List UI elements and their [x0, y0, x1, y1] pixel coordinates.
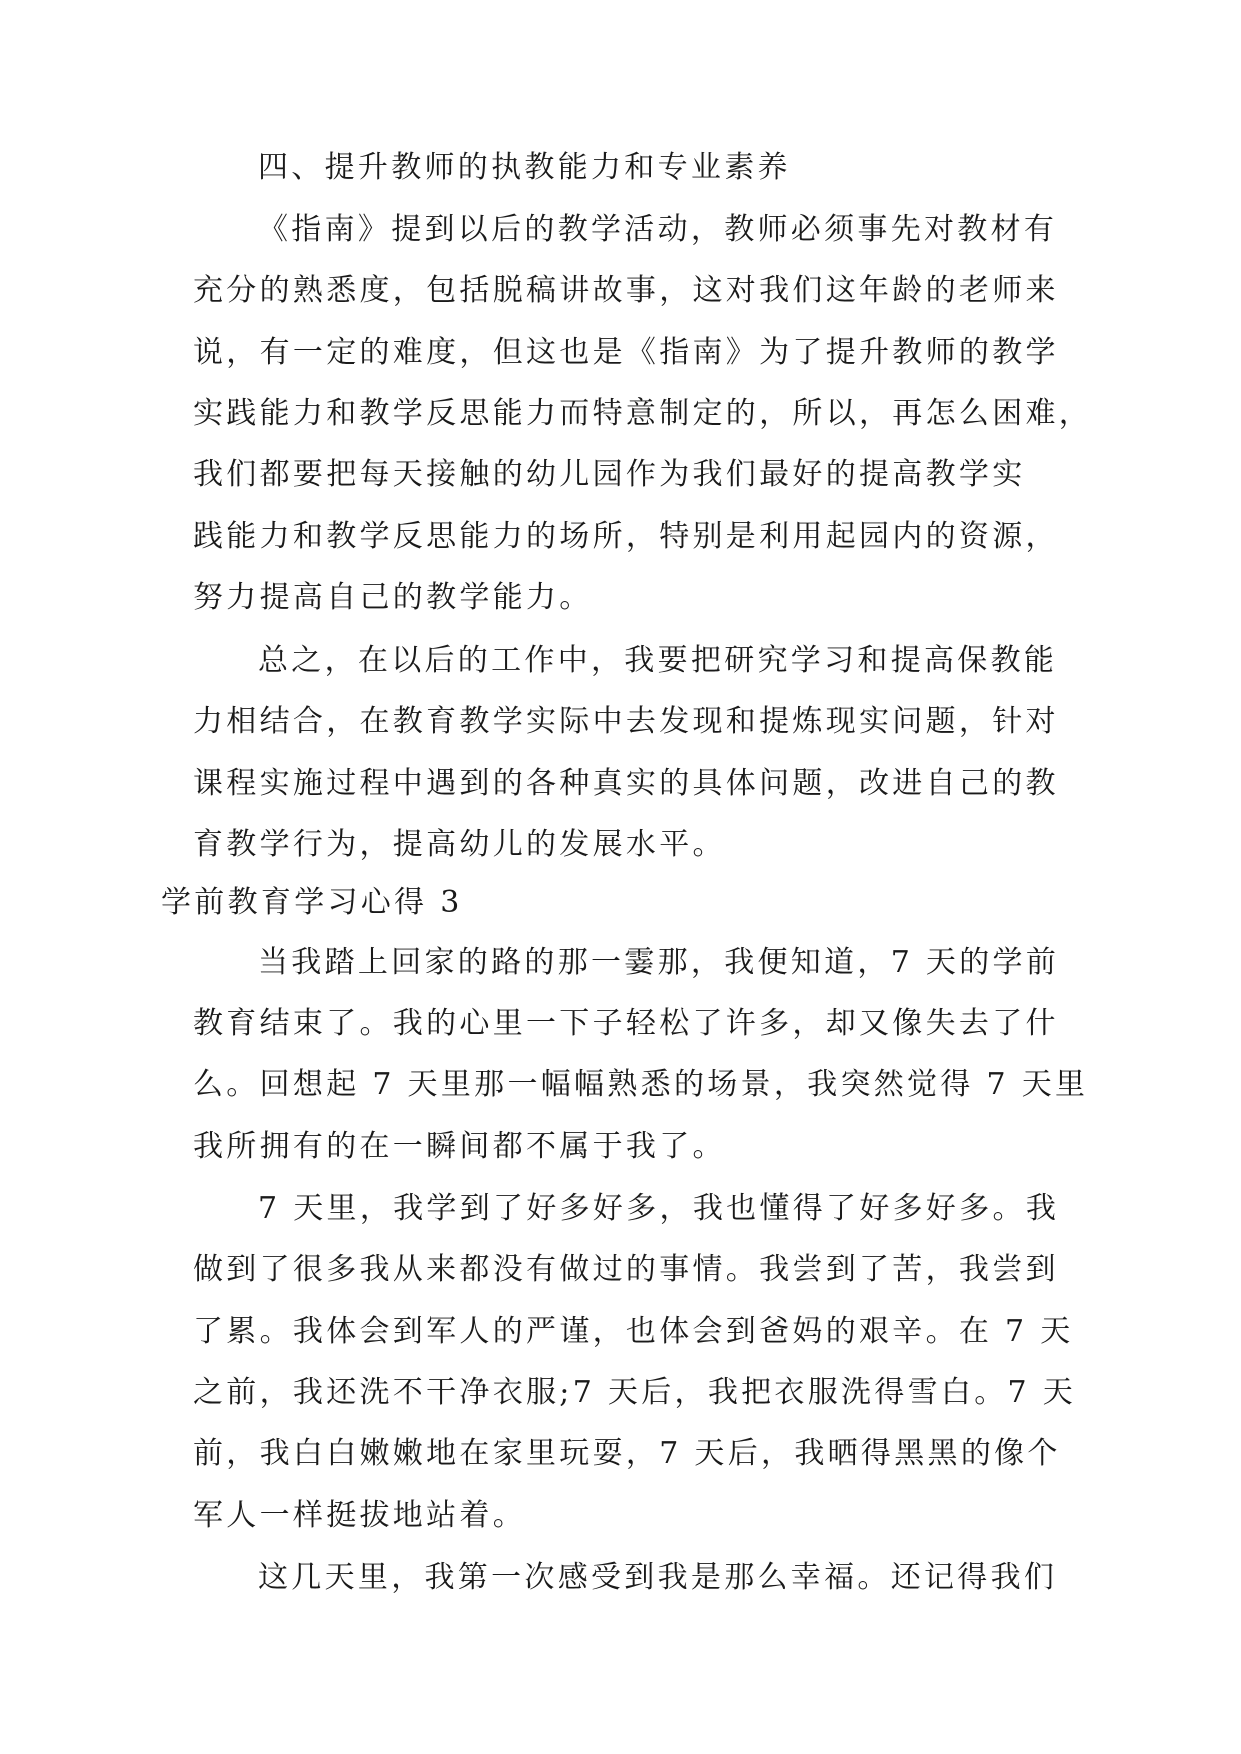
paragraph-line: 我所拥有的在一瞬间都不属于我了。: [193, 1129, 726, 1164]
paragraph-line: 践能力和教学反思能力的场所，特别是利用起园内的资源，: [193, 519, 1059, 554]
paragraph-line: 教育结束了。我的心里一下子轻松了许多，却又像失去了什: [193, 1006, 1059, 1041]
paragraph-line: 前，我白白嫩嫩地在家里玩耍，7 天后，我晒得黑黑的像个: [193, 1436, 1061, 1471]
paragraph-line: 总之，在以后的工作中，我要把研究学习和提高保教能: [258, 643, 1058, 678]
paragraph-line: 军人一样挺拔地站着。: [193, 1498, 526, 1533]
paragraph-line: 这几天里，我第一次感受到我是那么幸福。还记得我们: [258, 1560, 1058, 1595]
paragraph-line: 《指南》提到以后的教学活动，教师必须事先对教材有: [258, 212, 1058, 247]
paragraph-line: 说，有一定的难度，但这也是《指南》为了提升教师的教学: [193, 335, 1059, 370]
paragraph-line: 努力提高自己的教学能力。: [193, 580, 593, 615]
paragraph-line: 之前，我还洗不干净衣服;7 天后，我把衣服洗得雪白。7 天: [193, 1375, 1077, 1410]
section-heading: 四、提升教师的执教能力和专业素养: [258, 150, 791, 185]
paragraph-line: 充分的熟悉度，包括脱稿讲故事，这对我们这年龄的老师来: [193, 273, 1059, 308]
paragraph-line: 育教学行为，提高幼儿的发展水平。: [193, 827, 726, 862]
paragraph-line: 课程实施过程中遇到的各种真实的具体问题，改进自己的教: [193, 766, 1059, 801]
paragraph-line: 做到了很多我从来都没有做过的事情。我尝到了苦，我尝到: [193, 1252, 1059, 1287]
article-title: 学前教育学习心得 3: [161, 885, 463, 920]
paragraph-line: 么。回想起 7 天里那一幅幅熟悉的场景，我突然觉得 7 天里: [193, 1067, 1089, 1102]
paragraph-line: 7 天里，我学到了好多好多，我也懂得了好多好多。我: [258, 1191, 1060, 1226]
paragraph-line: 实践能力和教学反思能力而特意制定的，所以，再怎么困难，: [193, 396, 1093, 431]
paragraph-line: 力相结合，在教育教学实际中去发现和提炼现实问题，针对: [193, 704, 1059, 739]
paragraph-line: 了累。我体会到军人的严谨，也体会到爸妈的艰辛。在 7 天: [193, 1314, 1074, 1349]
paragraph-line: 当我踏上回家的路的那一霎那，我便知道，7 天的学前: [258, 945, 1060, 980]
paragraph-line: 我们都要把每天接触的幼儿园作为我们最好的提高教学实: [193, 457, 1026, 492]
